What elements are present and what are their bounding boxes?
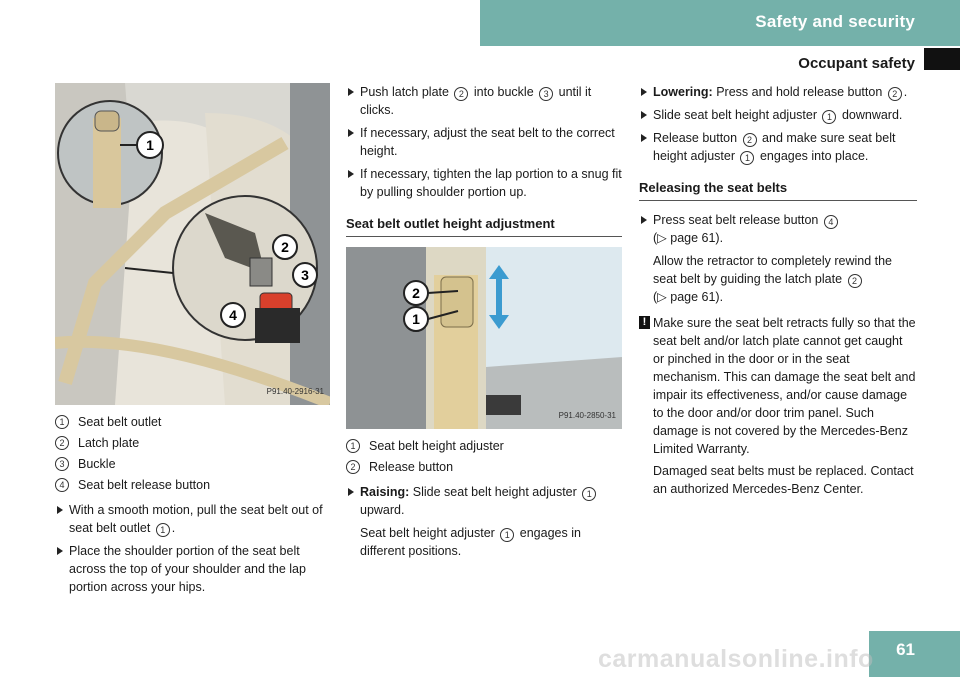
inline-number: 4 — [824, 215, 838, 229]
instruction-step: If necessary, tighten the lap portion to a snug fit by pulling shoulder portion up. — [346, 165, 622, 201]
step-label: Raising: — [360, 485, 410, 499]
step-text: Release button — [653, 131, 741, 145]
section-title: Safety and security — [755, 12, 915, 31]
step-text: Place the shoulder portion of the seat belt across the top of your shoulder and the lap portion across your hips. — [69, 544, 306, 594]
header-marker — [924, 48, 960, 70]
inline-number: 1 — [500, 528, 514, 542]
instruction-step — [639, 129, 917, 165]
inline-number: 1 — [740, 151, 754, 165]
callout-2: 2 — [281, 239, 289, 255]
inline-number: 1 — [582, 487, 596, 501]
step-text: Push latch plate — [360, 85, 453, 99]
page-number: 61 — [896, 640, 915, 659]
step-text: downward. — [838, 108, 903, 122]
legend-label: Release button — [369, 459, 454, 474]
note-text — [639, 252, 917, 306]
legend-label: Seat belt release button — [78, 477, 211, 492]
section-heading: Seat belt outlet height adjustment — [346, 215, 622, 237]
page-number-tab — [869, 631, 960, 677]
note-text — [346, 524, 622, 560]
step-label: Lowering: — [653, 85, 713, 99]
step-text: Press seat belt release button — [653, 213, 822, 227]
callout-4: 4 — [229, 307, 237, 323]
inline-number: 2 — [743, 133, 757, 147]
inline-number: 3 — [539, 87, 553, 101]
step-text: Press and hold release button — [712, 85, 886, 99]
step-text: and make sure seat belt height adjuster — [653, 131, 896, 163]
instruction-step — [639, 211, 917, 247]
figure2-legend — [346, 435, 622, 477]
legend-number: 4 — [55, 478, 69, 492]
warning-icon: ! — [639, 316, 650, 329]
warning-note — [639, 314, 917, 458]
step-text: With a smooth motion, pull the seat belt out of seat belt outlet — [69, 503, 323, 535]
inline-number: 1 — [156, 523, 170, 537]
step-text: Slide seat belt height adjuster — [409, 485, 581, 499]
section-header-tab — [480, 0, 960, 46]
instruction-step: If necessary, adjust the seat belt to the correct height. — [346, 124, 622, 160]
legend-number: 3 — [55, 457, 69, 471]
step-text: upward. — [360, 503, 405, 517]
step-text: until it clicks. — [360, 85, 592, 117]
callout-2: 2 — [412, 285, 420, 301]
figure-code: P91.40-2850-31 — [558, 411, 616, 420]
step-text: engages into place. — [756, 149, 869, 163]
legend-item — [346, 435, 622, 456]
instruction-step — [639, 106, 917, 124]
inline-number: 2 — [454, 87, 468, 101]
legend-item — [346, 456, 622, 477]
seat-belt-drawing — [55, 83, 330, 405]
warning-text: Make sure the seat belt retracts fully so that the seat belt and/or latch plate cannot get caught or pinched in the door or in the seat mechanism. This can damage the seat belt and impair its effectiveness, and/or cause damage to the door and/or door trim panel. Such damage is not covered by the Mercedes-Benz Limited Warranty. — [653, 316, 916, 456]
page-reference: (▷ page 61). — [653, 290, 724, 304]
figure1-legend — [55, 411, 330, 495]
callout-1: 1 — [146, 137, 154, 153]
column-1 — [55, 83, 330, 601]
seat-belt-illustration — [55, 83, 330, 405]
section-heading: Releasing the seat belts — [639, 179, 917, 201]
step-text: into buckle — [470, 85, 538, 99]
watermark: carmanualsonline.info — [598, 645, 874, 673]
callout-3: 3 — [301, 267, 309, 283]
column-2 — [346, 83, 622, 564]
legend-label: Latch plate — [78, 435, 140, 450]
callout-1: 1 — [412, 311, 420, 327]
legend-item — [55, 453, 330, 474]
note-text: Damaged seat belts must be replaced. Contact an authorized Mercedes-Benz Center. — [653, 464, 914, 496]
legend-number: 1 — [346, 439, 360, 453]
instruction-step — [639, 83, 917, 101]
legend-item — [55, 411, 330, 432]
legend-item — [55, 432, 330, 453]
note-text-part: Allow the retractor to completely rewind the seat belt by guiding the latch plate — [653, 254, 892, 286]
step-text: . — [903, 85, 908, 99]
subsection-title: Occupant safety — [798, 55, 915, 72]
legend-label: Seat belt outlet — [78, 414, 162, 429]
page-reference: (▷ page 61). — [653, 231, 724, 245]
legend-number: 1 — [55, 415, 69, 429]
instruction-step — [55, 501, 330, 537]
inline-number: 2 — [888, 87, 902, 101]
instruction-step — [55, 542, 330, 596]
step-text: Slide seat belt height adjuster — [653, 108, 821, 122]
instruction-step — [346, 483, 622, 519]
height-adjuster-illustration — [346, 247, 622, 429]
inline-number: 2 — [848, 274, 862, 288]
step-text: . — [171, 521, 176, 535]
figure-code: P91.40-2916-31 — [266, 387, 324, 396]
legend-number: 2 — [55, 436, 69, 450]
height-adjuster-drawing — [346, 247, 622, 429]
legend-number: 2 — [346, 460, 360, 474]
instruction-step — [346, 83, 622, 119]
legend-item — [55, 474, 330, 495]
legend-label: Seat belt height adjuster — [369, 438, 504, 453]
inline-number: 1 — [822, 110, 836, 124]
note-text-part: Seat belt height adjuster — [360, 526, 499, 540]
column-3 — [639, 83, 917, 502]
note-text-part: engages in different positions. — [360, 526, 581, 558]
legend-label: Buckle — [78, 456, 116, 471]
